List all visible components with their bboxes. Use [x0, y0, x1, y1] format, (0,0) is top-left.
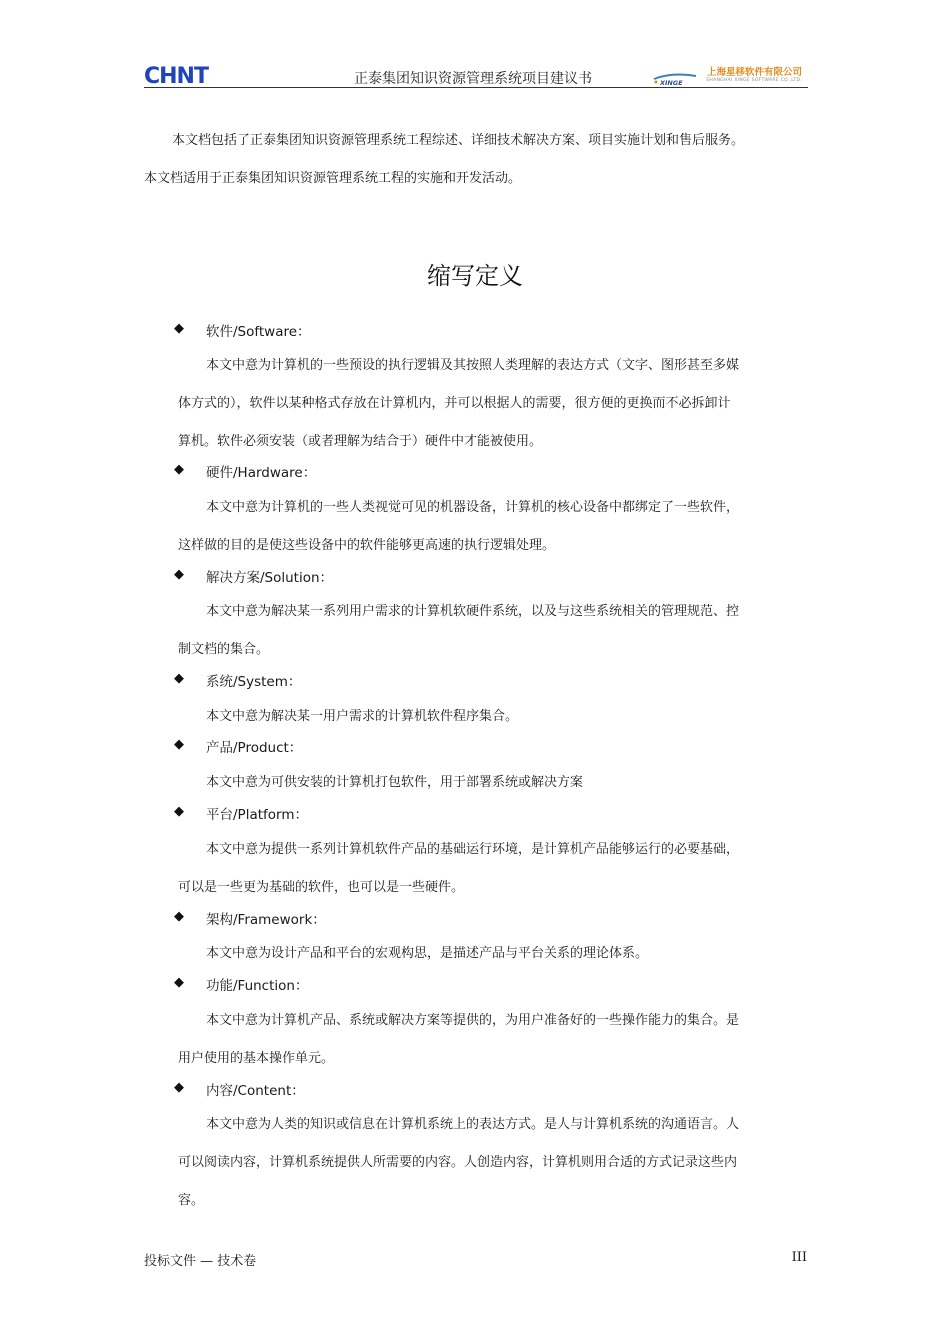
definition-term: 内容/Content： — [206, 1083, 305, 1099]
definition-term: 系统/System： — [206, 674, 302, 690]
definition-term: 软件/Software： — [206, 324, 311, 340]
intro-line-1: 本文档包括了正泰集团知识资源管理系统工程综述、详细技术解决方案、项目实施计划和售后服务。 — [172, 133, 745, 148]
definition-text-line: 制文档的集合。 — [178, 642, 270, 657]
bullet-diamond-icon: ◆ — [174, 909, 184, 924]
bullet-diamond-icon: ◆ — [174, 567, 184, 582]
bullet-diamond-icon: ◆ — [174, 462, 184, 477]
definition-text-line: 本文中意为解决某一系列用户需求的计算机软硬件系统，以及与这些系统相关的管理规范、控 — [206, 604, 740, 619]
definition-text-line: 算机。软件必须安装（或者理解为结合于）硬件中才能被使用。 — [178, 434, 543, 449]
definition-term: 功能/Function： — [206, 978, 309, 994]
bullet-diamond-icon: ◆ — [174, 737, 184, 752]
definition-text-line: 本文中意为计算机产品、系统或解决方案等提供的，为用户准备好的一些操作能力的集合。是 — [206, 1013, 740, 1028]
company-name-cn: 上海星移软件有限公司 — [706, 67, 802, 78]
definition-text-line: 本文中意为计算机的一些人类视觉可见的机器设备，计算机的核心设备中都绑定了一些软件， — [206, 500, 740, 515]
definition-text-line: 可以阅读内容，计算机系统提供人所需要的内容。人创造内容，计算机则用合适的方式记录这些内 — [178, 1155, 738, 1170]
bullet-diamond-icon: ◆ — [174, 671, 184, 686]
definition-term: 平台/Platform： — [206, 807, 308, 823]
definition-text-line: 可以是一些更为基础的软件，也可以是一些硬件。 — [178, 880, 465, 895]
xinge-swoosh-icon — [652, 70, 698, 86]
definition-term: 架构/Framework： — [206, 912, 326, 928]
page-number: III — [791, 1250, 807, 1265]
footer-label: 投标文件 — 技术卷 — [144, 1254, 257, 1269]
chint-logo: CHNT — [144, 64, 208, 89]
xinge-logo — [652, 64, 802, 88]
definition-text-line: 这样做的目的是使这些设备中的软件能够更高速的执行逻辑处理。 — [178, 538, 556, 553]
definition-term: 产品/Product： — [206, 740, 303, 756]
xinge-brand-text: XINGE — [660, 79, 683, 86]
definition-text-line: 本文中意为可供安装的计算机打包软件，用于部署系统或解决方案 — [206, 775, 584, 790]
definition-text-line: 体方式的），软件以某种格式存放在计算机内，并可以根据人的需要，很方便的更换而不必拆卸计 — [178, 396, 731, 411]
bullet-diamond-icon: ◆ — [174, 1080, 184, 1095]
header-title: 正泰集团知识资源管理系统项目建议书 — [354, 71, 592, 87]
header-divider — [144, 87, 808, 88]
bullet-diamond-icon: ◆ — [174, 804, 184, 819]
definition-text-line: 容。 — [178, 1193, 205, 1208]
definition-text-line: 本文中意为计算机的一些预设的执行逻辑及其按照人类理解的表达方式（文字、图形甚至多媒 — [206, 358, 740, 373]
section-heading: 缩写定义 — [427, 262, 523, 290]
definition-text-line: 本文中意为人类的知识或信息在计算机系统上的表达方式。是人与计算机系统的沟通语言。人 — [206, 1117, 740, 1132]
page-header — [144, 62, 808, 88]
definition-text-line: 用户使用的基本操作单元。 — [178, 1051, 335, 1066]
definition-term: 硬件/Hardware： — [206, 465, 317, 481]
intro-line-2: 本文档适用于正泰集团知识资源管理系统工程的实施和开发活动。 — [144, 171, 522, 186]
definition-text-line: 本文中意为解决某一用户需求的计算机软件程序集合。 — [206, 709, 519, 724]
definition-text-line: 本文中意为提供一系列计算机软件产品的基础运行环境，是计算机产品能够运行的必要基础， — [206, 842, 740, 857]
bullet-diamond-icon: ◆ — [174, 321, 184, 336]
definition-term: 解决方案/Solution： — [206, 570, 334, 586]
company-name-en: SHANGHAI XINGE SOFTWARE CO.,LTD. — [706, 78, 802, 83]
definition-text-line: 本文中意为设计产品和平台的宏观构思，是描述产品与平台关系的理论体系。 — [206, 946, 649, 961]
bullet-diamond-icon: ◆ — [174, 975, 184, 990]
